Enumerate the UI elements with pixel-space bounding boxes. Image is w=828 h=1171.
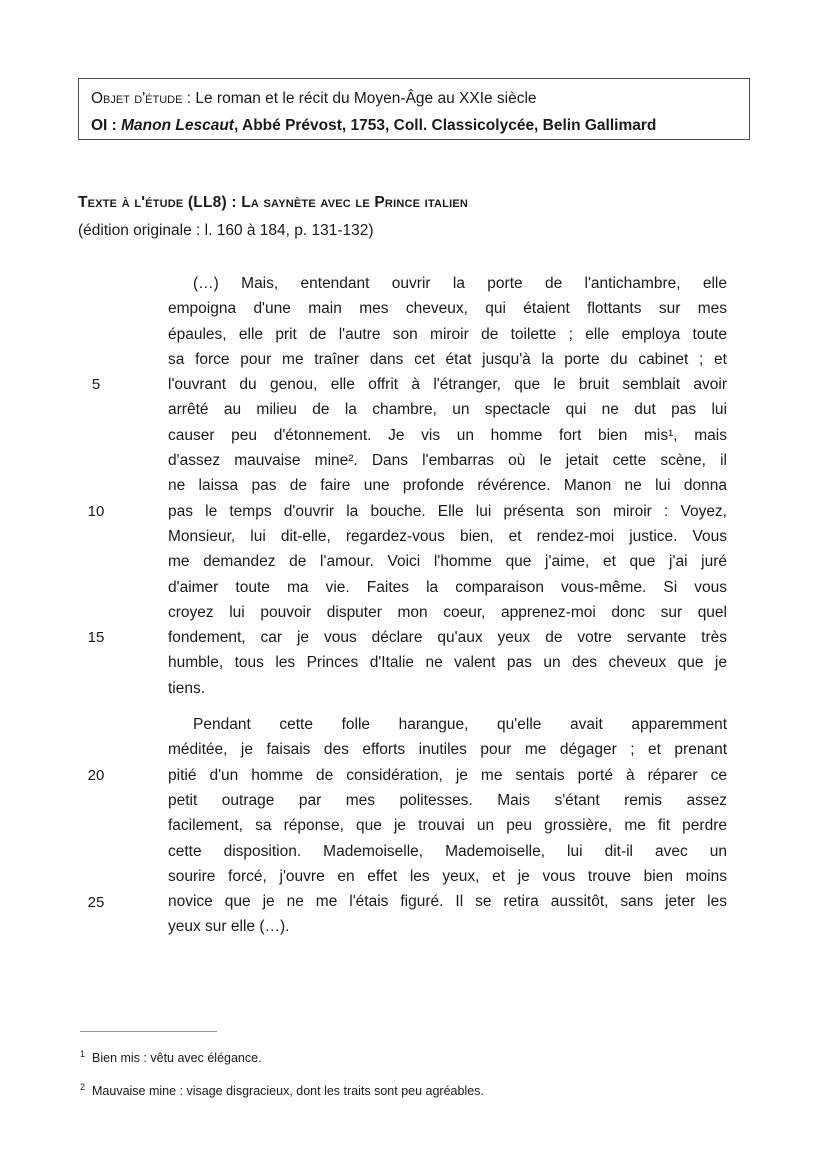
text-line: empoigna d'une main mes cheveux, qui étaient flottants sur mes (168, 300, 727, 318)
object-of-study-label: Objet d'étude (91, 90, 183, 107)
study-text-heading: Texte à l'étude (LL8) : La saynète avec le Prince italien (78, 194, 469, 211)
oi-reference-line (91, 112, 737, 139)
footnote-1 (80, 1046, 262, 1066)
oi-reference-text: , Abbé Prévost, 1753, Coll. Classicolycée, Belin Gallimard (233, 117, 657, 134)
object-of-study-box (78, 78, 750, 140)
text-line: cette disposition. Mademoiselle, Mademoiselle, lui dit-il avec un (168, 842, 727, 860)
text-line: (…) Mais, entendant ouvrir la porte de l'antichambre, elle (193, 275, 727, 292)
text-line: Pendant cette folle harangue, qu'elle avait apparemment (193, 716, 727, 734)
footnote-1-text: Bien mis : vêtu avec élégance. (92, 1051, 262, 1065)
edition-note: (édition originale : l. 160 à 184, p. 131-132) (78, 222, 374, 239)
text-line: sourire forcé, j'ouvre en effet les yeux, et je vous trouve bien moins (168, 867, 727, 885)
line-number-20: 20 (87, 767, 105, 784)
text-line: Monsieur, lui dit-elle, regardez-vous bien, et rendez-moi justice. Vous (168, 527, 727, 545)
text-line: d'aimer toute ma vie. Faites la comparaison vous-même. Si vous (168, 578, 727, 596)
text-line: sa force pour me traîner dans cet état jusqu'à la porte du cabinet ; et (168, 350, 727, 368)
object-of-study-line (91, 85, 737, 112)
work-title: Manon Lescaut (121, 117, 234, 134)
text-line: ne laissa pas de faire une profonde révérence. Manon ne lui donna (168, 477, 727, 495)
line-number-15: 15 (87, 629, 105, 646)
paragraph-1 (168, 271, 727, 701)
text-line: petit outrage par mes politesses. Mais s'étant remis assez (168, 791, 727, 809)
paragraph-2 (168, 712, 727, 940)
text-line: d'assez mauvaise mine². Dans l'embarras où le jetait cette scène, il (168, 452, 727, 470)
text-line: arrêté au milieu de la chambre, un spectacle qui ne dut pas lui (168, 401, 727, 419)
line-number-10: 10 (87, 503, 105, 520)
footnote-2-text: Mauvaise mine : visage disgracieux, dont les traits sont peu agréables. (92, 1084, 484, 1098)
footnote-separator (80, 1031, 217, 1032)
oi-prefix: OI : (91, 117, 122, 134)
text-line: facilement, sa réponse, que je trouvai un peu grossière, me fit perdre (168, 817, 727, 835)
excerpt-text (168, 271, 727, 940)
text-line: fondement, car je vous déclare qu'aux yeux de votre servante très (168, 629, 727, 647)
text-line: méditée, je faisais des efforts inutiles pour me dégager ; et prenant (168, 741, 727, 759)
text-line: croyez lui pouvoir disputer mon coeur, apprenez-moi donc sur quel (168, 603, 727, 621)
text-line: yeux sur elle (…). (168, 918, 290, 936)
line-number-25: 25 (87, 894, 105, 911)
text-line: pitié d'un homme de considération, je me sentais porté à réparer ce (168, 766, 727, 784)
object-of-study-text: : Le roman et le récit du Moyen-Âge au XXIe siècle (182, 90, 537, 107)
text-line: l'ouvrant du genou, elle offrit à l'étranger, que le bruit semblait avoir (168, 376, 727, 394)
text-line: tiens. (168, 679, 206, 697)
text-line: novice que je ne me l'étais figuré. Il se retira aussitôt, sans jeter les (168, 893, 727, 911)
text-line: pas le temps d'ouvrir la bouche. Elle lui présenta son miroir : Voyez, (168, 502, 727, 520)
text-line: humble, tous les Princes d'Italie ne valent pas un des cheveux que je (168, 654, 727, 672)
footnote-2 (80, 1079, 484, 1099)
text-line: causer peu d'étonnement. Je vis un homme fort bien mis¹, mais (168, 426, 727, 444)
footnote-1-marker: 1 (80, 1049, 86, 1059)
footnote-2-marker: 2 (80, 1082, 86, 1092)
line-number-5: 5 (91, 376, 101, 393)
text-line: me demandez de l'amour. Voici l'homme que j'aime, et que j'ai juré (168, 553, 727, 571)
text-line: épaules, elle prit de l'autre son miroir de toilette ; elle employa toute (168, 325, 727, 343)
